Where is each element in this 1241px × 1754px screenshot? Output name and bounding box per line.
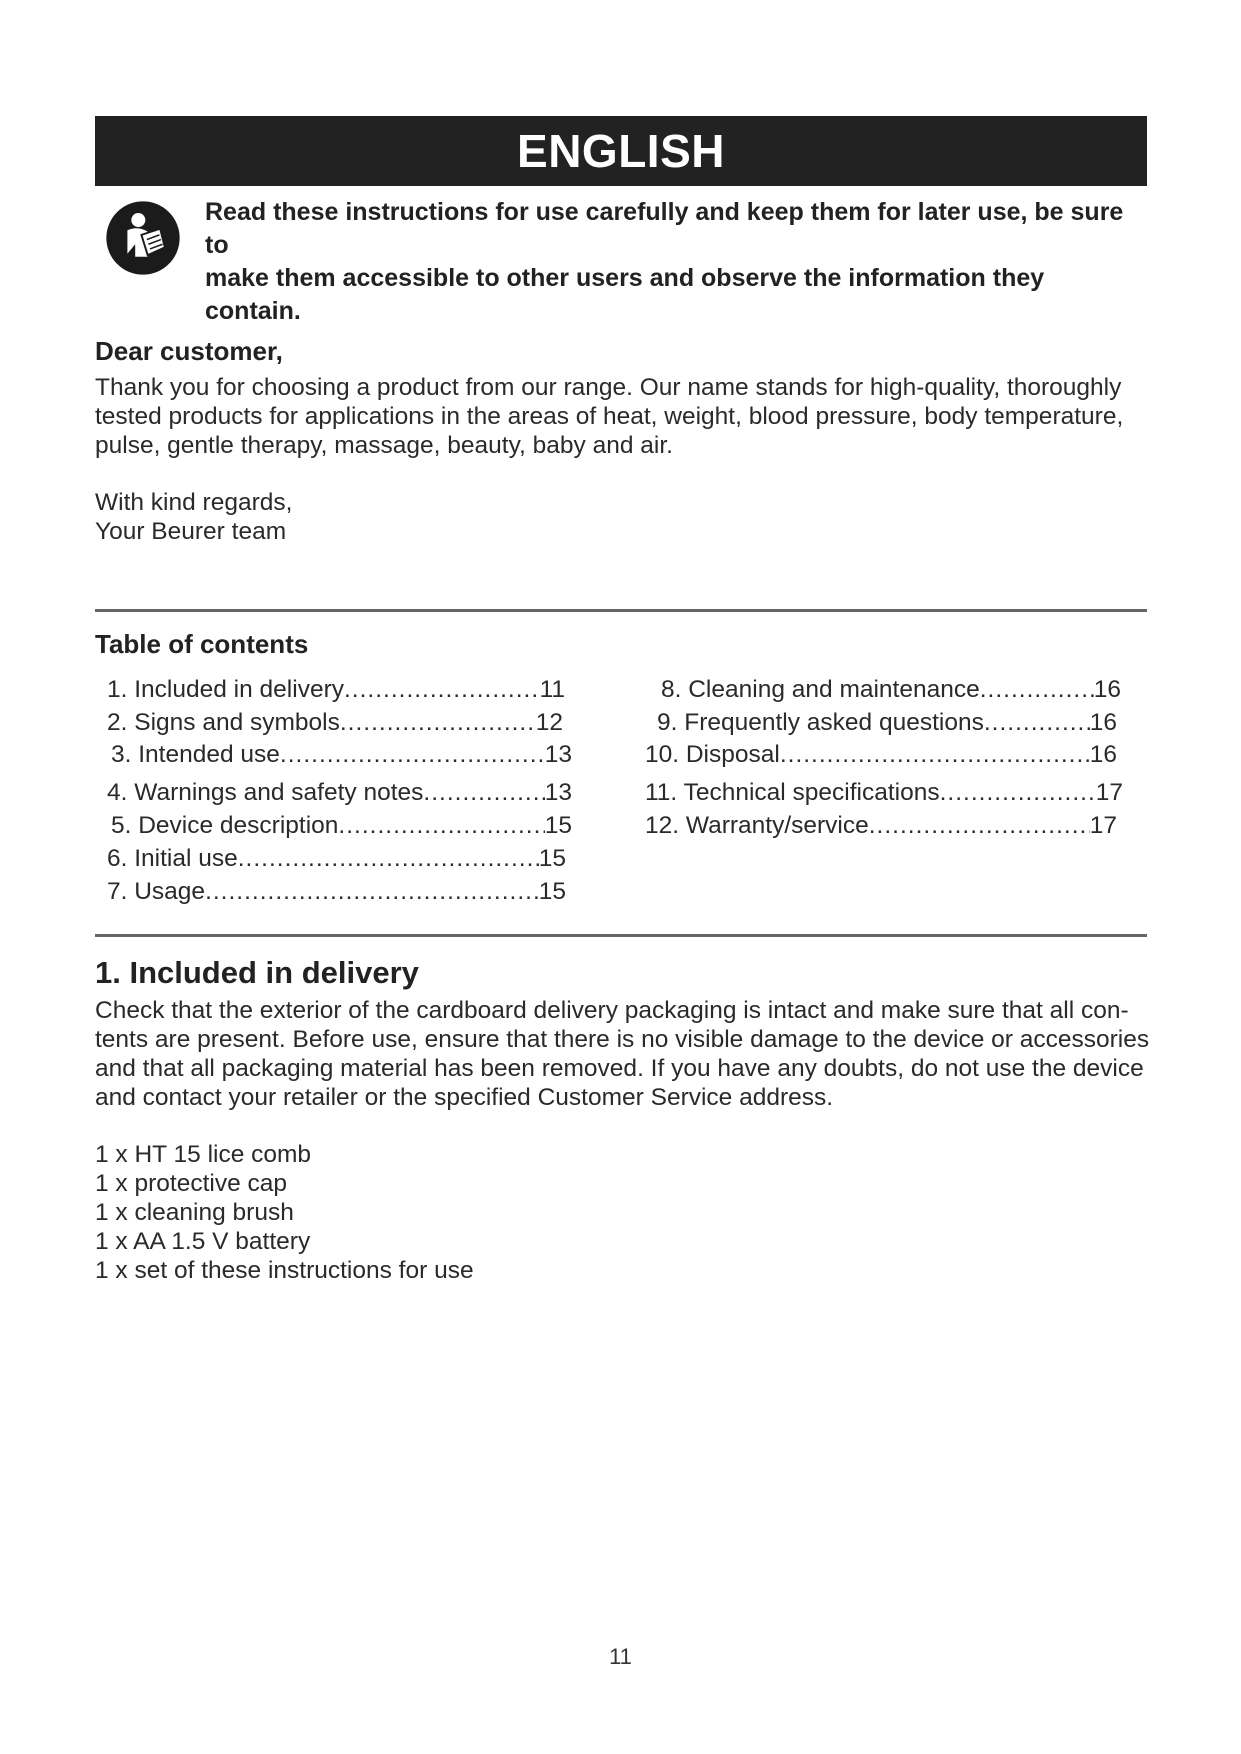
- toc-entry[interactable]: [111, 741, 572, 769]
- toc-entry[interactable]: [107, 845, 566, 873]
- toc-entry-page: 16: [1093, 676, 1121, 703]
- toc-entry[interactable]: [645, 812, 1117, 840]
- closing-regards: [95, 488, 292, 546]
- divider-top: [95, 609, 1147, 612]
- toc-title: Table of contents: [95, 629, 309, 659]
- read-instructions-icon: [104, 199, 182, 277]
- toc-entry-page: 15: [538, 878, 566, 905]
- toc-entry[interactable]: [661, 676, 1121, 704]
- list-item: 1 x AA 1.5 V battery: [95, 1228, 311, 1255]
- list-item: 1 x HT 15 lice comb: [95, 1141, 312, 1168]
- toc-entry-page: 17: [1089, 812, 1117, 839]
- toc-entry-label: 9. Frequently asked questions: [657, 709, 984, 736]
- instructions-notice: [205, 196, 1145, 328]
- toc-entry-page: 13: [544, 741, 572, 768]
- paragraph-line: and contact your retailer or the specified Customer Service address.: [95, 1084, 834, 1111]
- toc-entry-page: 12: [535, 709, 563, 736]
- notice-line: make them accessible to other users and observe the information they contain.: [205, 264, 1045, 325]
- toc-entry-label: 5. Device description: [111, 812, 339, 839]
- greeting: Dear customer,: [95, 336, 283, 366]
- page-number: 11: [609, 1644, 632, 1669]
- toc-entry-label: 2. Signs and symbols: [107, 709, 340, 736]
- toc-leader: [205, 878, 539, 906]
- toc-entry-page: 17: [1095, 779, 1123, 806]
- section-paragraph: [95, 996, 1155, 1112]
- delivery-items-list: [95, 1140, 474, 1285]
- toc-entry-label: 7. Usage: [107, 878, 206, 905]
- toc-entry-page: 16: [1089, 741, 1117, 768]
- paragraph-line: Check that the exterior of the cardboard delivery packaging is intact and make sure that all con-: [95, 997, 1129, 1024]
- toc-entry-page: 16: [1089, 709, 1117, 736]
- toc-entry[interactable]: [111, 812, 572, 840]
- toc-entry-label: 1. Included in delivery: [107, 676, 344, 703]
- toc-entry[interactable]: [657, 709, 1117, 737]
- toc-entry-label: 8. Cleaning and maintenance: [661, 676, 980, 703]
- toc-entry[interactable]: [107, 676, 565, 704]
- toc-entry[interactable]: [107, 878, 566, 906]
- toc-entry[interactable]: [107, 779, 572, 807]
- paragraph-line: and that all packaging material has been removed. If you have any doubts, do not use the device: [95, 1055, 1144, 1082]
- toc-entry-label: 3. Intended use: [111, 741, 280, 768]
- intro-line: pulse, gentle therapy, massage, beauty, baby and air.: [95, 432, 673, 459]
- section-heading: 1. Included in delivery: [95, 955, 419, 990]
- toc-entry-page: 11: [539, 676, 565, 703]
- toc-leader: [423, 779, 544, 807]
- toc-entry[interactable]: [645, 779, 1123, 807]
- toc-entry-page: 15: [538, 845, 566, 872]
- toc-entry-label: 6. Initial use: [107, 845, 238, 872]
- notice-line: Read these instructions for use carefully and keep them for later use, be sure to: [205, 198, 1124, 259]
- toc-leader: [338, 812, 544, 840]
- toc-leader: [280, 741, 545, 769]
- toc-leader: [980, 676, 1094, 704]
- toc-leader: [344, 676, 540, 704]
- intro-paragraph: [95, 373, 1155, 460]
- language-banner: ENGLISH: [95, 116, 1147, 186]
- intro-line: tested products for applications in the areas of heat, weight, blood pressure, body temperature,: [95, 403, 1124, 430]
- list-item: 1 x set of these instructions for use: [95, 1257, 474, 1284]
- toc-leader: [780, 741, 1090, 769]
- toc-entry-label: 10. Disposal: [645, 741, 780, 768]
- signature-line: Your Beurer team: [95, 518, 287, 545]
- toc-entry-page: 13: [544, 779, 572, 806]
- toc-entry-label: 4. Warnings and safety notes: [107, 779, 424, 806]
- divider-bottom: [95, 934, 1147, 937]
- toc-entry[interactable]: [645, 741, 1117, 769]
- toc-entry-page: 15: [544, 812, 572, 839]
- regards-line: With kind regards,: [95, 489, 293, 516]
- toc-leader: [984, 709, 1090, 737]
- toc-entry-label: 12. Warranty/service: [645, 812, 869, 839]
- intro-line: Thank you for choosing a product from our range. Our name stands for high-quality, thoroughly: [95, 374, 1122, 401]
- toc-leader: [238, 845, 539, 873]
- toc-leader: [869, 812, 1090, 840]
- list-item: 1 x cleaning brush: [95, 1199, 294, 1226]
- paragraph-line: tents are present. Before use, ensure that there is no visible damage to the device or accessories: [95, 1026, 1150, 1053]
- toc-leader: [940, 779, 1096, 807]
- toc-leader: [340, 709, 536, 737]
- toc-entry[interactable]: [107, 709, 563, 737]
- list-item: 1 x protective cap: [95, 1170, 288, 1197]
- toc-entry-label: 11. Technical specifications: [645, 779, 940, 806]
